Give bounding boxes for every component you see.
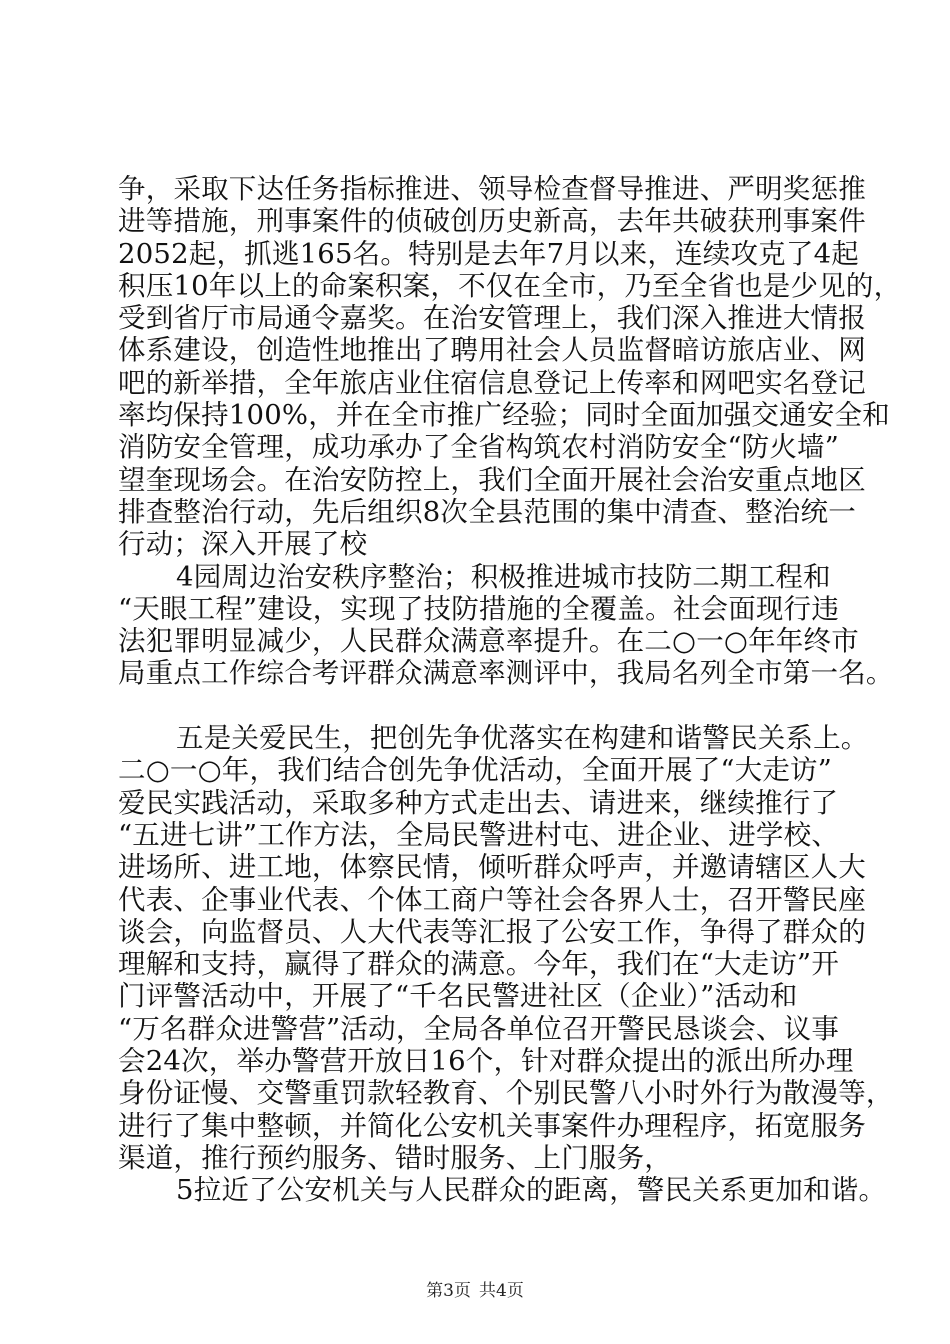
text-line: 排查整治行动，先后组织8次全县范围的集中清查、整治统一 [118, 495, 856, 528]
text-line: 爱民实践活动，采取多种方式走出去、请进来，继续推行了 [118, 786, 839, 819]
text-line: 争，采取下达任务指标推进、领导检查督导推进、严明奖惩推 [118, 173, 866, 205]
text-line: “五进七讲”工作方法，全局民警进村屯、进企业、进学校、 [118, 818, 840, 851]
text-line: 5拉近了公安机关与人民群众的距离，警民关系更加和谐。 [176, 1174, 887, 1207]
text-line: 局重点工作综合考评群众满意率测评中，我局名列全市第一名。 [118, 657, 894, 690]
text-line: 吧的新举措，全年旅店业住宿信息登记上传率和网吧实名登记 [118, 366, 866, 399]
text-line: 理解和支持，赢得了群众的满意。今年，我们在“大走访”开 [118, 948, 840, 981]
page-number: 第3页 [426, 1281, 471, 1301]
text-line: “万名群众进警营”活动，全局各单位召开警民恳谈会、议事 [118, 1012, 840, 1045]
text-line: 会24次，举办警营开放日16个，针对群众提出的派出所办理 [118, 1045, 854, 1078]
text-line: 门评警活动中，开展了“千名民警进社区（企业）”活动和 [118, 980, 798, 1013]
text-line: 代表、企事业代表、个体工商户等社会各界人士，召开警民座 [118, 883, 866, 916]
text-line: 消防安全管理，成功承办了全省构筑农村消防安全“防火墙” [118, 431, 840, 464]
text-line: 积压10年以上的命案积案，不仅在全市，乃至全省也是少见的， [118, 269, 902, 302]
text-line: 进等措施，刑事案件的侦破创历史新高，去年共破获刑事案件 [118, 205, 866, 238]
page-footer [0, 1281, 950, 1301]
text-line: 率均保持100%，并在全市推广经验；同时全面加强交通安全和 [118, 399, 890, 432]
text-line: 渠道，推行预约服务、错时服务、上门服务， [118, 1141, 672, 1174]
text-line: 4园周边治安秩序整治；积极推进城市技防二期工程和 [176, 560, 831, 593]
text-line: 二○一○年，我们结合创先争优活动，全面开展了“大走访” [118, 754, 833, 787]
text-line: 身份证慢、交警重罚款轻教育、个别民警八小时外行为散漫等， [118, 1077, 894, 1110]
text-line: 体系建设，创造性地推出了聘用社会人员监督暗访旅店业、网 [118, 334, 866, 367]
blank-line [118, 690, 858, 722]
text-line: 进行了集中整顿，并简化公安机关事案件办理程序，拓宽服务 [118, 1109, 866, 1142]
text-line: 法犯罪明显减少，人民群众满意率提升。在二○一○年年终市 [118, 625, 859, 658]
text-line: 受到省厅市局通令嘉奖。在治安管理上，我们深入推进大情报 [118, 302, 866, 335]
text-line: 谈会，向监督员、人大代表等汇报了公安工作，争得了群众的 [118, 915, 866, 948]
text-line: 2052起，抓逃165名。特别是去年7月以来，连续攻克了4起 [118, 237, 859, 270]
text-line: 五是关爱民生，把创先争优落实在构建和谐警民关系上。 [176, 722, 869, 755]
text-line: 进场所、进工地，体察民情，倾听群众呼声，并邀请辖区人大 [118, 851, 866, 884]
document-body [118, 173, 902, 1207]
text-line: 行动；深入开展了校 [118, 528, 368, 561]
page-total: 共4页 [479, 1281, 524, 1301]
text-line: 望奎现场会。在治安防控上，我们全面开展社会治安重点地区 [118, 463, 866, 496]
text-line: “天眼工程”建设，实现了技防措施的全覆盖。社会面现行违 [118, 592, 840, 625]
